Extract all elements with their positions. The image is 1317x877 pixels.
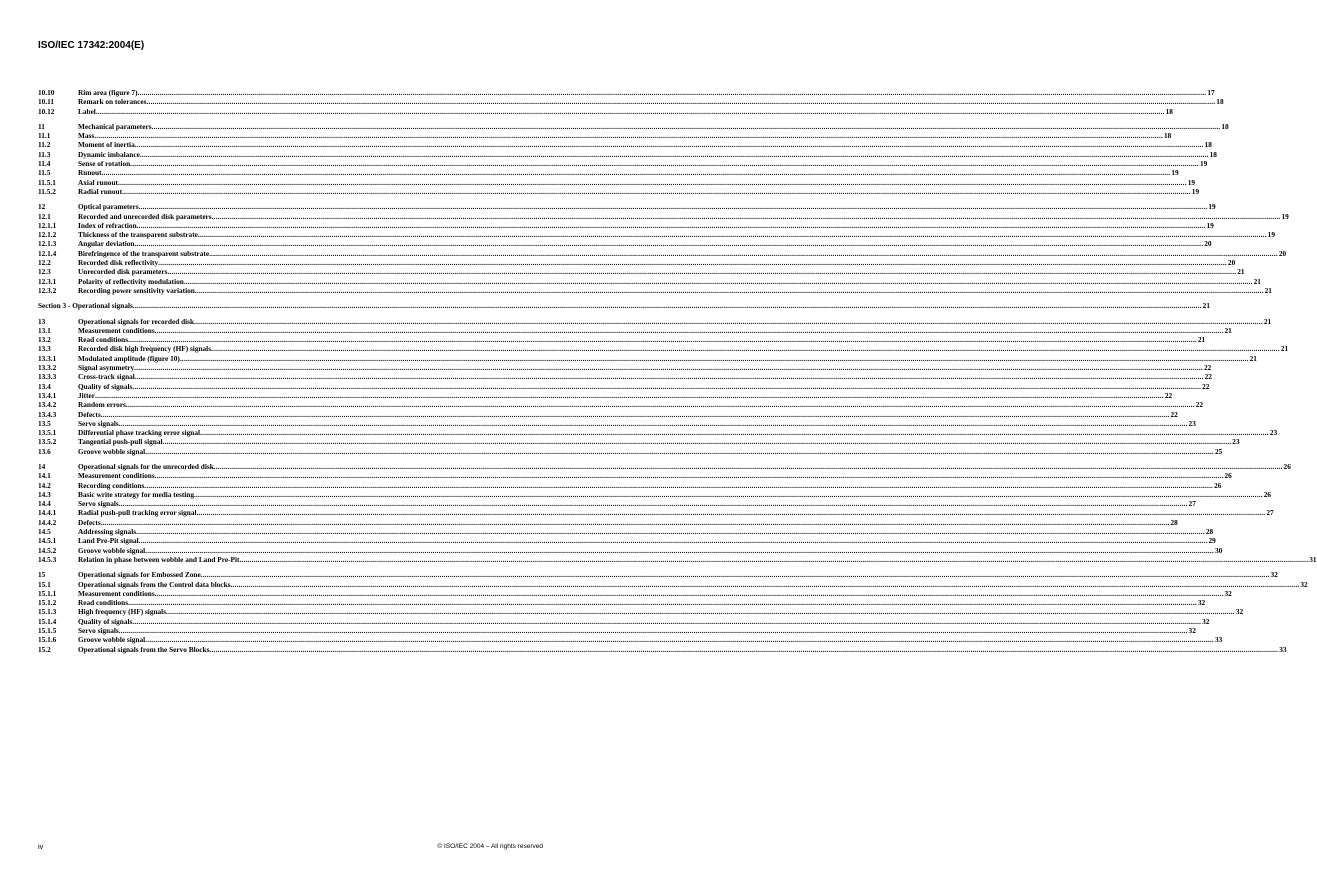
toc-entry[interactable] [38, 276, 1261, 286]
toc-entry[interactable] [38, 97, 1224, 107]
toc-entry-page: 28 [1170, 517, 1178, 527]
toc-entry-number: 15.1.2 [38, 598, 57, 608]
toc-dot-leader [155, 589, 1224, 598]
toc-entry-page: 30 [1214, 545, 1223, 555]
toc-dot-leader [119, 499, 1188, 508]
toc-entry-title: Defects [78, 409, 101, 419]
toc-entry-page: 21 [1224, 325, 1232, 335]
toc-entry-title: Recorded disk high frequency (HF) signals [78, 344, 212, 354]
toc-entry-title: Land Pre-Pit signal [78, 536, 139, 546]
toc-entry[interactable] [38, 390, 1173, 400]
toc-dot-leader [101, 518, 1170, 527]
toc-entry-title: Signal asymmetry [78, 363, 135, 373]
toc-entry-page: 21 [1253, 276, 1261, 286]
toc-entry-page: 19 [1199, 159, 1208, 169]
toc-entry-title: Tangential push-pull signal [78, 437, 163, 447]
toc-entry-page: 18 [1216, 97, 1224, 107]
table-of-contents [38, 88, 1317, 660]
toc-dot-leader [184, 277, 1253, 286]
toc-dot-leader [201, 570, 1270, 579]
toc-dot-leader [231, 580, 1300, 589]
toc-entry-title: Thickness of the transparent substrate [78, 230, 198, 240]
toc-entry[interactable] [38, 248, 1287, 258]
toc-entry-page: 21 [1280, 344, 1289, 354]
toc-entry-title: Operational signals from the Control data blocks [78, 579, 231, 589]
toc-dot-leader [212, 212, 1281, 221]
toc-dot-leader [126, 400, 1195, 409]
toc-entry-number: 13.4.2 [38, 400, 57, 410]
toc-entry-title: Mechanical parameters [78, 121, 152, 131]
toc-dot-leader [145, 447, 1214, 456]
toc-entry-page: 29 [1208, 536, 1216, 546]
toc-entry-page: 32 [1197, 598, 1206, 608]
toc-dot-leader [200, 428, 1269, 437]
toc-entry-title: Servo signals [78, 499, 119, 509]
toc-dot-leader [119, 419, 1188, 428]
toc-dot-leader [195, 286, 1264, 295]
toc-group [38, 570, 1308, 654]
toc-entry-page: 21 [1197, 335, 1206, 345]
toc-entry-page: 18 [1209, 149, 1217, 159]
toc-entry-title: Dynamic imbalance [78, 149, 140, 159]
toc-entry-title: Basic write strategy for media testing [78, 489, 194, 499]
toc-entry-page: 31 [1309, 554, 1317, 564]
toc-dot-leader [94, 131, 1163, 140]
toc-entry-number: 14.4 [38, 499, 51, 509]
toc-entry-number: 11.2 [38, 140, 51, 150]
toc-dot-leader [155, 326, 1224, 335]
toc-entry-page: 22 [1202, 381, 1210, 391]
toc-dot-leader [122, 187, 1191, 196]
toc-entry-page: 32 [1300, 579, 1308, 589]
toc-dot-leader [119, 626, 1188, 635]
toc-entry[interactable] [38, 400, 1203, 410]
toc-dot-leader [144, 481, 1213, 490]
toc-dot-leader [194, 490, 1263, 499]
toc-group [38, 121, 1229, 196]
toc-entry-title: Operational signals for Embossed Zone [78, 570, 201, 580]
toc-entry-number: 11.3 [38, 149, 51, 159]
toc-entry[interactable] [38, 570, 1278, 580]
toc-entry-number: 15.1.3 [38, 607, 57, 617]
toc-group [38, 316, 1289, 456]
toc-entry-page: 20 [1204, 239, 1212, 249]
toc-entry-page: 17 [1207, 88, 1215, 97]
toc-entry-number: 13.3.3 [38, 372, 57, 382]
toc-entry[interactable] [38, 616, 1210, 626]
toc-entry-title: Unrecorded disk parameters [78, 267, 168, 277]
toc-dot-leader [147, 97, 1216, 106]
toc-dot-leader [197, 508, 1266, 517]
toc-entry-number: 14.2 [38, 480, 51, 490]
toc-entry[interactable] [38, 461, 1291, 471]
toc-entry-title: Recording power sensitivity variation [78, 285, 195, 295]
toc-entry-title: Cross-track signal [78, 372, 135, 382]
toc-entry-page: 21 [1237, 267, 1245, 277]
toc-entry-page: 26 [1283, 461, 1291, 471]
toc-entry-title: Measurement conditions [78, 325, 155, 335]
toc-entry-number: 13 [38, 316, 46, 326]
toc-entry[interactable] [38, 489, 1272, 499]
toc-dot-leader [128, 335, 1197, 344]
toc-entry-number: 15.1.6 [38, 635, 57, 645]
toc-entry-number: 12.3 [38, 267, 51, 277]
toc-entry-page: 20 [1227, 258, 1236, 268]
toc-entry-page: 19 [1191, 186, 1200, 196]
toc-entry-page: 22 [1203, 363, 1212, 373]
toc-dot-leader [102, 168, 1171, 177]
toc-dot-leader [133, 301, 1202, 310]
toc-dot-leader [135, 140, 1204, 149]
toc-entry-page: 19 [1281, 211, 1289, 221]
toc-dot-leader [214, 462, 1283, 471]
toc-entry-title: Jitter [78, 390, 96, 400]
toc-entry[interactable] [38, 325, 1232, 335]
toc-dot-leader [158, 258, 1227, 267]
toc-entry[interactable] [38, 598, 1206, 608]
toc-dot-leader [139, 536, 1208, 545]
toc-entry-page: 32 [1188, 626, 1196, 636]
toc-entry-number: 13.5.2 [38, 437, 57, 447]
toc-entry-number: 10.11 [38, 97, 55, 107]
toc-entry-number: 10.10 [38, 88, 55, 97]
toc-entry-title: High frequency (HF) signals [78, 607, 167, 617]
toc-entry[interactable] [38, 579, 1308, 589]
toc-dot-leader [140, 150, 1209, 159]
toc-entry[interactable] [38, 499, 1196, 509]
toc-entry-title: Radial runout [78, 186, 122, 196]
toc-entry-number: 15.1 [38, 579, 51, 589]
toc-entry[interactable] [38, 177, 1196, 187]
toc-entry-number: 14 [38, 461, 46, 471]
toc-entry-page: 21 [1263, 316, 1272, 326]
toc-dot-leader [136, 527, 1205, 536]
toc-entry-page: 23 [1232, 437, 1240, 447]
toc-entry-number: 11 [38, 121, 45, 131]
document-header: ISO/IEC 17342:2004(E) [38, 40, 145, 51]
toc-entry-number: 15 [38, 570, 46, 580]
toc-entry-number: 13.4 [38, 381, 51, 391]
toc-dot-leader [166, 607, 1235, 616]
toc-entry-title: Operational signals for the unrecorded disk [78, 461, 214, 471]
toc-dot-leader [167, 267, 1236, 276]
toc-entry[interactable] [38, 239, 1212, 249]
toc-dot-leader [155, 471, 1224, 480]
toc-dot-leader [134, 239, 1203, 248]
toc-dot-leader [132, 382, 1201, 391]
toc-entry-number: 14.5 [38, 527, 51, 537]
toc-entry-page: 18 [1165, 106, 1173, 116]
toc-entry-number: 13.3.1 [38, 353, 57, 363]
toc-entry[interactable] [38, 588, 1232, 598]
toc-entry-title: Label [78, 106, 96, 116]
toc-dot-leader [180, 354, 1249, 363]
toc-entry-number: 11.1 [38, 131, 51, 141]
toc-entry[interactable] [38, 409, 1178, 419]
toc-entry-title: Groove wobble signal [78, 545, 146, 555]
toc-entry[interactable] [38, 418, 1196, 428]
toc-dot-leader [139, 202, 1208, 211]
toc-dot-leader [138, 88, 1207, 97]
toc-group [38, 202, 1289, 295]
toc-entry-title: Optical parameters [78, 202, 139, 212]
toc-dot-leader [209, 249, 1278, 258]
toc-entry-page: 33 [1214, 635, 1223, 645]
toc-entry[interactable] [38, 230, 1275, 240]
toc-entry-number: 15.1.1 [38, 588, 57, 598]
toc-entry[interactable] [38, 316, 1272, 326]
toc-entry-title: Section 3 - Operational signals [38, 301, 133, 311]
toc-entry-number: 13.1 [38, 325, 51, 335]
toc-entry-title: Recorded and unrecorded disk parameters [78, 211, 212, 221]
toc-entry-title: Differential phase tracking error signal [78, 428, 201, 438]
toc-entry-title: Moment of inertia [78, 140, 135, 150]
toc-entry[interactable] [38, 527, 1214, 537]
toc-entry-page: 27 [1266, 508, 1274, 518]
toc-dot-leader [163, 437, 1232, 446]
toc-entry-title: Read conditions [78, 335, 129, 345]
toc-entry[interactable] [38, 471, 1232, 481]
copyright-notice: © ISO/IEC 2004 – All rights reserved [437, 843, 543, 850]
toc-entry[interactable] [38, 131, 1172, 141]
toc-entry-title: Measurement conditions [78, 588, 155, 598]
page-number: iv [38, 842, 44, 851]
toc-entry[interactable] [38, 335, 1206, 345]
toc-entry-title: Radial push-pull tracking error signal [78, 508, 197, 518]
toc-dot-leader [137, 221, 1206, 230]
toc-dot-leader [130, 159, 1199, 168]
toc-entry-number: 14.5.3 [38, 554, 57, 564]
toc-entry-title: Quality of signals [78, 381, 133, 391]
toc-entry-number: 12 [38, 202, 46, 212]
toc-entry-number: 12.1.1 [38, 220, 57, 230]
toc-entry-page: 23 [1188, 418, 1196, 428]
toc-entry-page: 19 [1267, 230, 1275, 240]
toc-entry[interactable] [38, 363, 1212, 373]
toc-entry[interactable] [38, 159, 1208, 169]
toc-entry-page: 28 [1205, 527, 1214, 537]
toc-entry-title: Recorded disk reflectivity [78, 258, 159, 268]
toc-entry-title: Axial runout [78, 177, 118, 187]
toc-entry-title: Relation in phase between wobble and Land Pre-Pit [78, 554, 240, 564]
toc-dot-leader [128, 598, 1197, 607]
toc-entry-number: 15.1.4 [38, 616, 57, 626]
toc-entry[interactable] [38, 168, 1179, 178]
toc-entry-page: 23 [1269, 428, 1278, 438]
toc-entry-number: 11.5 [38, 168, 51, 178]
toc-entry[interactable] [38, 446, 1223, 456]
toc-entry[interactable] [38, 635, 1223, 645]
toc-entry-number: 14.3 [38, 489, 51, 499]
toc-entry-page: 21 [1249, 353, 1257, 363]
toc-entry-title: Mass [78, 131, 95, 141]
toc-entry-page: 18 [1221, 121, 1229, 131]
toc-dot-leader [101, 410, 1170, 419]
toc-entry-number: 13.5.1 [38, 428, 57, 438]
toc-dot-leader [96, 107, 1165, 116]
toc-entry-page: 25 [1214, 446, 1223, 456]
toc-entry[interactable] [38, 508, 1274, 518]
toc-entry-title: Read conditions [78, 598, 129, 608]
toc-entry-title: Addressing signals [78, 527, 137, 537]
toc-entry-page: 22 [1204, 372, 1212, 382]
toc-dot-leader [211, 344, 1280, 353]
toc-entry-page: 18 [1164, 131, 1172, 141]
toc-entry-number: 13.3 [38, 344, 51, 354]
toc-entry-number: 12.1.4 [38, 248, 57, 258]
toc-entry-title: Angular deviation [78, 239, 135, 249]
toc-entry[interactable] [38, 88, 1215, 97]
toc-entry-number: 13.5 [38, 418, 51, 428]
toc-entry-title: Rim area (figure 7) [78, 88, 138, 97]
toc-entry-title: Modulated amplitude (figure 10) [78, 353, 180, 363]
toc-entry[interactable] [38, 149, 1217, 159]
toc-entry-number: 15.2 [38, 644, 51, 654]
toc-entry-number: 12.2 [38, 258, 51, 268]
toc-entry[interactable] [38, 644, 1287, 654]
toc-entry[interactable] [38, 285, 1272, 295]
toc-dot-leader [135, 372, 1204, 381]
toc-entry-page: 32 [1202, 616, 1210, 626]
toc-entry-number: 13.4.1 [38, 390, 57, 400]
toc-entry-title: Remark on tolerances [78, 97, 147, 107]
toc-entry[interactable] [38, 106, 1173, 116]
toc-entry[interactable] [38, 517, 1178, 527]
toc-dot-leader [198, 230, 1267, 239]
toc-entry[interactable] [38, 121, 1229, 131]
toc-entry-page: 19 [1208, 202, 1216, 212]
toc-entry[interactable] [38, 554, 1317, 564]
toc-entry-number: 14.1 [38, 471, 51, 481]
toc-entry-title: Defects [78, 517, 101, 527]
toc-entry-page: 21 [1264, 285, 1272, 295]
toc-entry-page: 33 [1279, 644, 1287, 654]
toc-entry-number: 13.2 [38, 335, 51, 345]
toc-entry-page: 20 [1278, 248, 1287, 258]
toc-entry-page: 22 [1164, 390, 1173, 400]
toc-entry-title: Random errors [78, 400, 126, 410]
toc-entry-number: 12.1 [38, 211, 51, 221]
toc-entry-page: 32 [1224, 588, 1232, 598]
toc-entry[interactable] [38, 186, 1200, 196]
toc-entry-page: 22 [1170, 409, 1178, 419]
toc-entry[interactable] [38, 140, 1212, 150]
toc-entry-title: Index of refraction [78, 220, 137, 230]
toc-entry-page: 19 [1187, 177, 1196, 187]
toc-entry[interactable] [38, 437, 1240, 447]
toc-entry[interactable] [38, 353, 1257, 363]
toc-entry-number: 14.4.2 [38, 517, 57, 527]
toc-entry-title: Birefringence of the transparent substrate [78, 248, 210, 258]
toc-entry-page: 26 [1214, 480, 1222, 490]
toc-entry-number: 13.4.3 [38, 409, 57, 419]
toc-entry-title: Quality of signals [78, 616, 133, 626]
toc-entry-number: 10.12 [38, 106, 55, 116]
toc-entry-page: 19 [1206, 220, 1214, 230]
toc-dot-leader [194, 317, 1263, 326]
toc-dot-leader [134, 363, 1203, 372]
toc-entry-page: 18 [1204, 140, 1212, 150]
toc-entry[interactable] [38, 607, 1244, 617]
toc-dot-leader [145, 546, 1214, 555]
toc-entry-page: 27 [1188, 499, 1196, 509]
toc-entry[interactable] [38, 381, 1210, 391]
toc-entry-title: Operational signals for recorded disk [78, 316, 195, 326]
toc-dot-leader [145, 635, 1214, 644]
toc-entry-title: Polarity of reflectivity modulation [78, 276, 184, 286]
toc-entry-number: 12.1.3 [38, 239, 57, 249]
toc-entry[interactable] [38, 480, 1222, 490]
toc-entry-title: Groove wobble signal [78, 635, 146, 645]
toc-entry-title: Runout [78, 168, 102, 178]
toc-entry[interactable] [38, 626, 1196, 636]
toc-entry[interactable] [38, 344, 1289, 354]
toc-entry-number: 11.4 [38, 159, 51, 169]
toc-entry-number: 14.5.2 [38, 545, 57, 555]
toc-entry[interactable] [38, 220, 1214, 230]
toc-entry[interactable] [38, 202, 1216, 212]
toc-entry-page: 26 [1224, 471, 1232, 481]
toc-section-entry[interactable] [38, 301, 1210, 311]
toc-entry-number: 11.5.1 [38, 177, 56, 187]
toc-section-group [38, 301, 1210, 311]
toc-group [38, 461, 1317, 564]
toc-entry-page: 22 [1195, 400, 1203, 410]
toc-entry-page: 19 [1171, 168, 1179, 178]
toc-dot-leader [95, 391, 1164, 400]
toc-entry-page: 32 [1270, 570, 1278, 580]
toc-entry-title: Measurement conditions [78, 471, 155, 481]
toc-entry-title: Sense of rotation [78, 159, 131, 169]
toc-entry-number: 14.5.1 [38, 536, 57, 546]
toc-entry-title: Operational signals from the Servo Blocks [78, 644, 210, 654]
toc-entry[interactable] [38, 258, 1236, 268]
toc-entry-number: 12.3.2 [38, 285, 57, 295]
toc-entry[interactable] [38, 536, 1216, 546]
toc-entry-title: Servo signals [78, 626, 119, 636]
toc-entry[interactable] [38, 267, 1245, 277]
toc-entry-number: 13.6 [38, 446, 51, 456]
toc-entry-title: Recording conditions [78, 480, 145, 490]
toc-entry-title: Groove wobble signal [78, 446, 146, 456]
toc-dot-leader [152, 122, 1221, 131]
toc-entry-page: 32 [1235, 607, 1244, 617]
toc-entry[interactable] [38, 428, 1278, 438]
toc-entry-page: 26 [1263, 489, 1272, 499]
toc-entry-number: 12.3.1 [38, 276, 57, 286]
toc-dot-leader [209, 645, 1278, 654]
toc-dot-leader [239, 555, 1308, 564]
toc-entry-number: 13.3.2 [38, 363, 57, 373]
toc-entry[interactable] [38, 372, 1212, 382]
toc-entry[interactable] [38, 545, 1223, 555]
toc-entry-number: 12.1.2 [38, 230, 57, 240]
toc-entry-number: 15.1.5 [38, 626, 57, 636]
toc-entry-page: 21 [1202, 301, 1210, 311]
toc-entry-number: 14.4.1 [38, 508, 57, 518]
toc-group [38, 88, 1224, 116]
toc-entry-title: Servo signals [78, 418, 119, 428]
toc-dot-leader [132, 617, 1201, 626]
toc-entry-number: 11.5.2 [38, 186, 56, 196]
toc-dot-leader [118, 178, 1187, 187]
toc-entry[interactable] [38, 211, 1289, 221]
